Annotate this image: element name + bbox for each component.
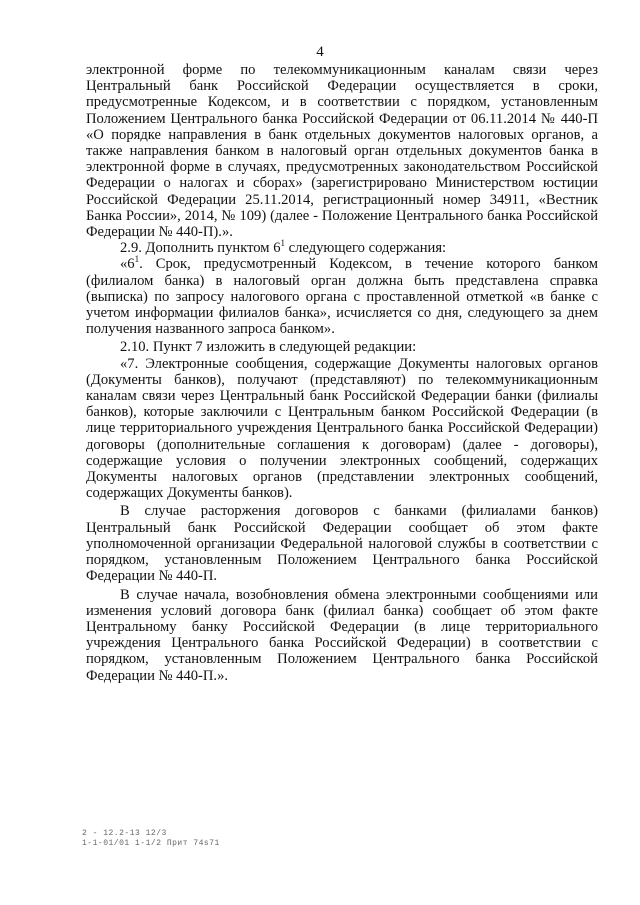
superscript: 1 <box>280 238 285 249</box>
paragraph-2-9-tail: следующего содержания: <box>285 240 447 257</box>
superscript: 1 <box>134 254 140 265</box>
document-body <box>86 62 598 684</box>
paragraph-7: «7. Электронные сообщения, содержащие Документы налоговых органов (Документы банков), получают (представляют) по телекоммуникационным каналам связи через Центральный банк Российской Федерации банки (филиалы банков), которые заключили с Центральным банком Российской Федерации (в лице территориального учреждения Центрального банка Российской Федерации) договоры (дополнительные соглашения к договорам) (далее - договоры), содержащие условия о получении электронных сообщений, содержащих Документы налоговых органов (представлении электронных сообщений, содержащих Документы банков). <box>86 355 598 502</box>
paragraph-2-9-text: 2.9. Дополнить пунктом 6 <box>120 240 281 257</box>
paragraph-continuation: электронной форме по телекоммуникационным каналам связи через Центральный банк Российской Федерации осуществляется в сроки, предусмотренные Кодексом, и в соответствии с порядком, установленным Положением Центрального банка Российской Федерации от 06.11.2014 № 440-П «О порядке направления в банк отдельных документов налоговых органов, а также направления банком в налоговый орган отдельных документов банка в электронной форме в случаях, предусмотренных законодательством Российской Федерации о налогах и сборах» (зарегистрировано Министерством юстиции Российской Федерации 25.11.2014, регистрационный номер 34911, «Вестник Банка России», 2014, № 109) (далее - Положение Центрального банка Российской Федерации № 440-П).». <box>86 62 598 241</box>
paragraph-2-9 <box>86 240 598 256</box>
paragraph-6-1 <box>86 256 598 337</box>
paragraph-6-1-dot: . <box>139 256 156 273</box>
paragraph-termination: В случае расторжения договоров с банками (филиалами банков) Центральный банк Российской Федерации сообщает об этом факте уполномоченной организации Федеральной налоговой службы в соответствии с порядком, установленным Положением Центрального банка Российской Федерации № 440-П. <box>86 503 598 585</box>
paragraph-start-exchange: В случае начала, возобновления обмена электронными сообщениями или изменения условий договора банк (филиал банка) сообщает об этом факте Центральному банку Российской Федерации (в лице территориального учреждения Центрального банка Российской Федерации) в соответствии с порядком, установленным Положением Центрального банка Российской Федерации № 440-П.». <box>86 586 598 684</box>
paragraph-2-10: 2.10. Пункт 7 изложить в следующей редакции: <box>120 339 417 356</box>
paragraph-6-1-text: Срок, предусмотренный Кодексом, в течение которого банком (филиалом банка) в налоговый орган должна быть представлена справка (выписка) по запросу налогового органа с проставленной отметкой «в банке с учетом информации филиалов банка», исчисляется со дня, следующего за днем получения названного запроса банком». <box>86 256 599 338</box>
footer-line-1: 2 - 12.2-13 12/3 <box>82 829 167 838</box>
page-number: 4 <box>316 44 324 60</box>
footer-line-2: 1-1-01/01 1-1/2 Прит 74s71 <box>82 839 220 848</box>
footer-service-marks <box>82 829 220 849</box>
paragraph-6-1-prefix: «6 <box>120 256 135 273</box>
